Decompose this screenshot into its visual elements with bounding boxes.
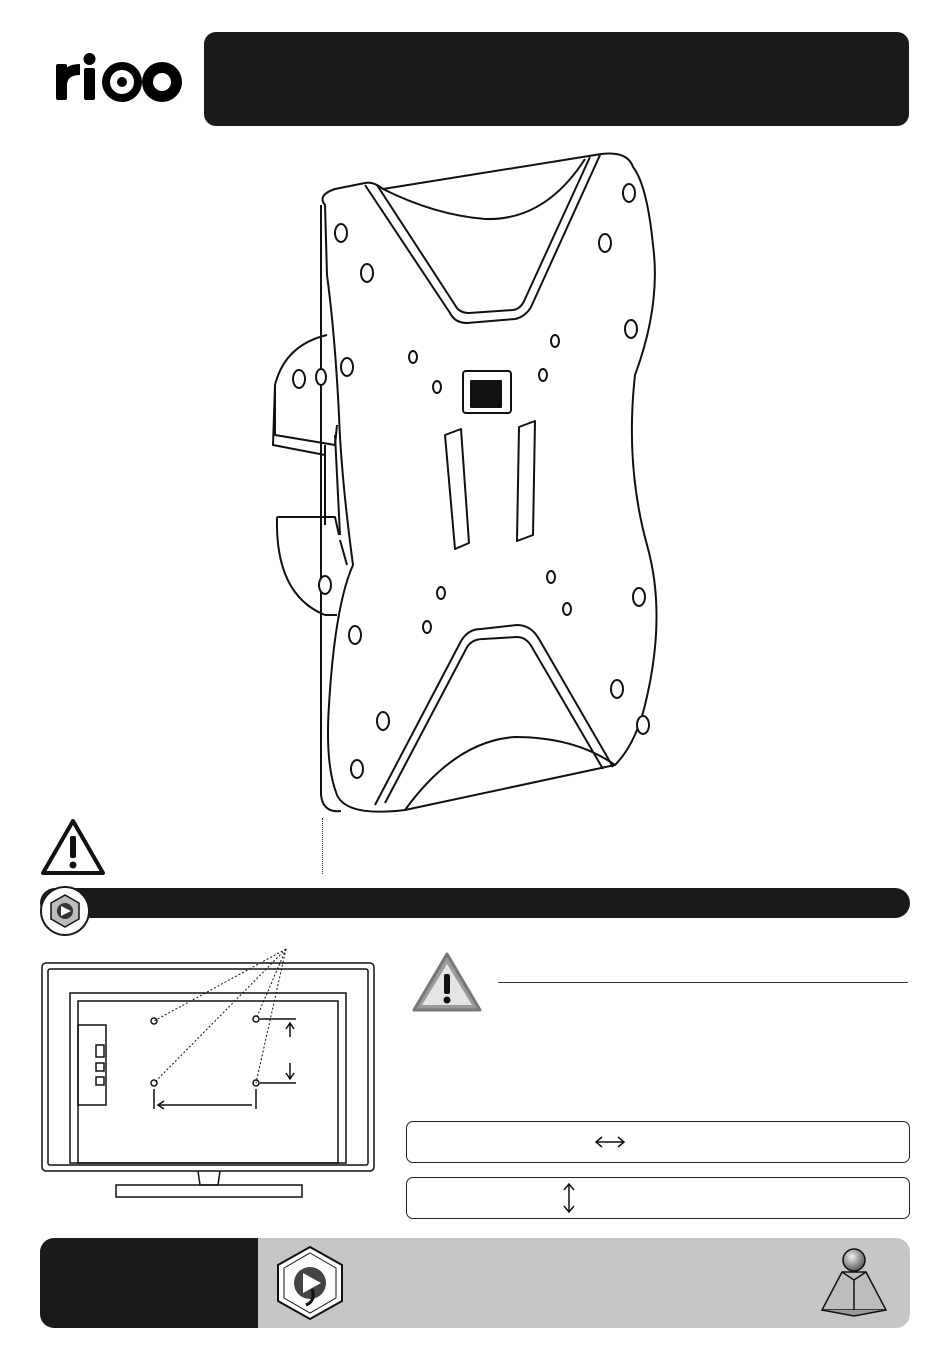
warning-triangle-icon [40,818,106,876]
footer-dark-panel [40,1238,258,1328]
section-header-bar [40,888,910,918]
vesa-vertical-spec-box [406,1177,910,1219]
divider-line [498,982,908,983]
horizontal-double-arrow-icon [593,1134,627,1150]
dotted-divider [322,818,323,874]
footer-grey-panel [258,1238,910,1328]
vesa-mounting-compliant-badge [272,1245,348,1321]
weight-load-icon [816,1244,892,1318]
wall-mount-drawing [255,145,685,825]
vesa-small-badge-icon [40,886,90,936]
tv-vesa-diagram [40,945,380,1205]
vertical-double-arrow-icon [561,1181,577,1215]
brand-logo [54,42,194,112]
header-bar [204,32,909,126]
warning-triangle-icon [410,950,484,1014]
vesa-horizontal-spec-box [406,1121,910,1163]
